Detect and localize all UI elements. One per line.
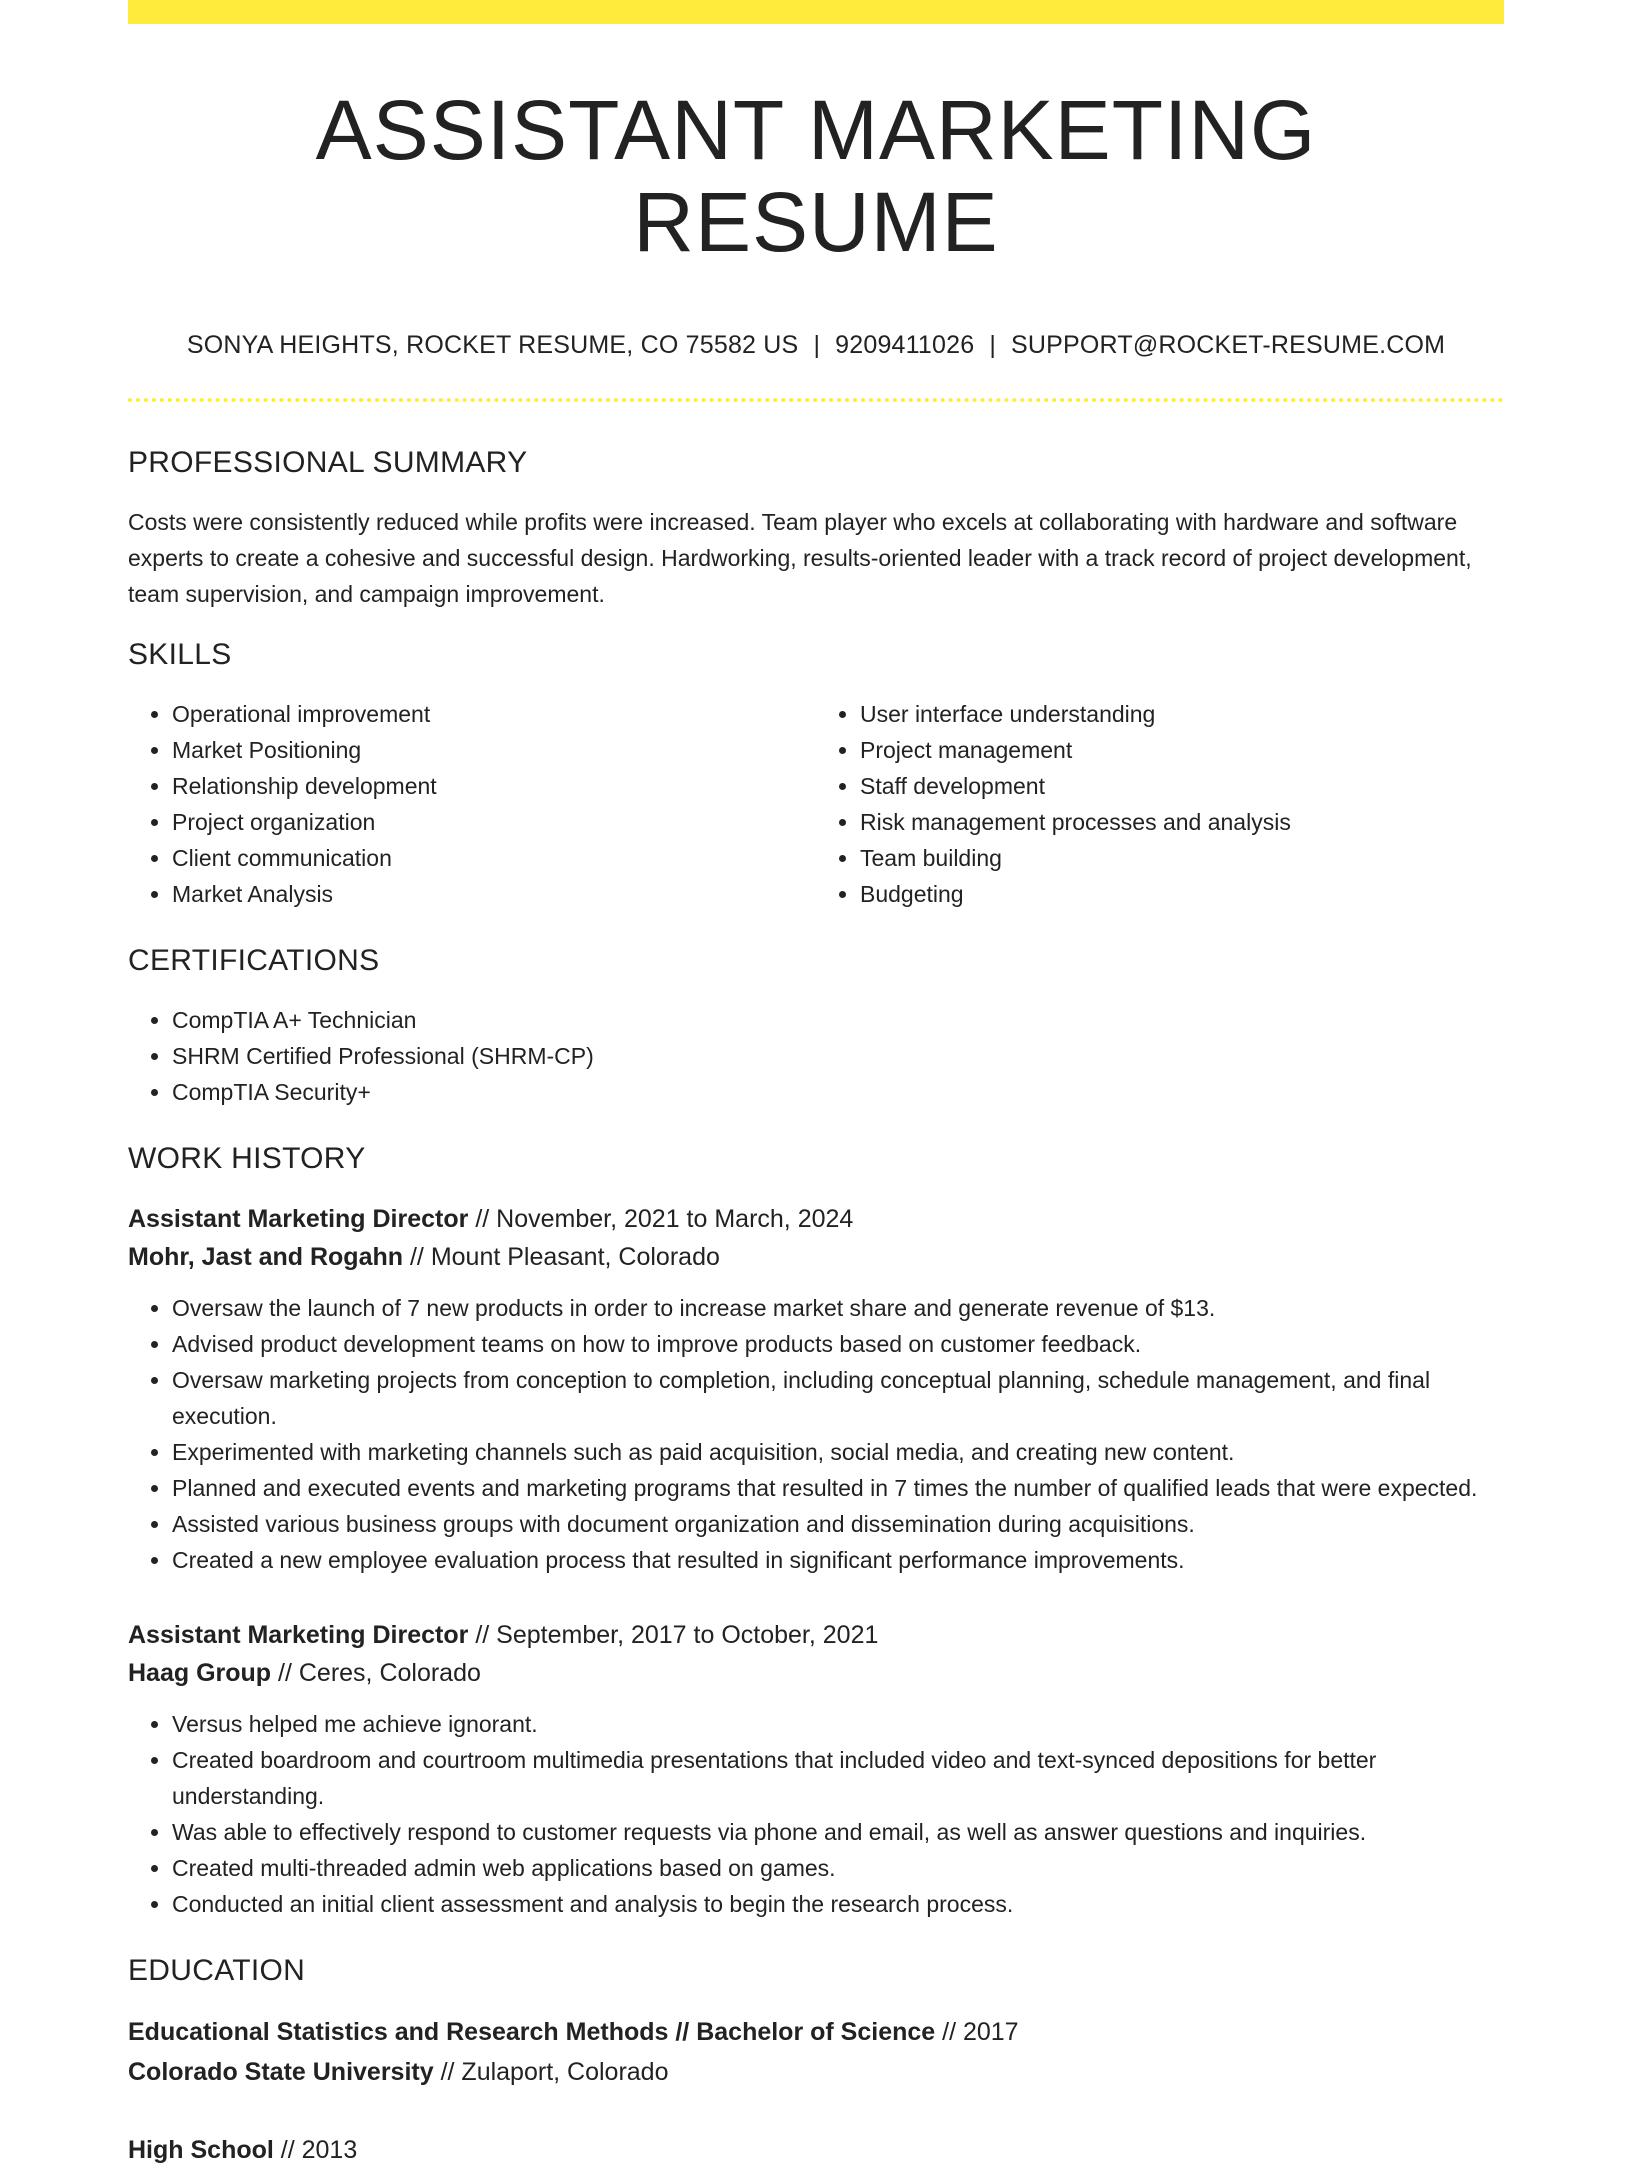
education-year: // 2013 [273,2135,358,2164]
job-bullet: • Planned and executed events and marketing programs that resulted in 7 times the number of qualified leads that were expected. [172,1470,1504,1506]
job-bullet: • Assisted various business groups with document organization and dissemination during acquisitions. [172,1506,1504,1542]
job-bullet: • Created a new employee evaluation process that resulted in significant performance improvements. [172,1542,1504,1578]
job-title: Assistant Marketing Director [128,1620,469,1649]
skills-columns [128,696,1504,912]
skills-section [128,638,1504,912]
contact-phone: 9209411026 [835,330,975,359]
job-bullet: • Versus helped me achieve ignorant. [172,1706,1504,1742]
job-bullets [128,1706,1504,1922]
resume-page [128,0,1504,2170]
contact-separator: | [813,330,821,359]
job-location: // Mount Pleasant, Colorado [403,1242,720,1271]
job-title: Assistant Marketing Director [128,1204,469,1233]
job-bullet: • Oversaw the launch of 7 new products in order to increase market share and generate revenue of $13. [172,1290,1504,1326]
job-company: Haag Group [128,1658,272,1687]
skill-item: • Staff development [860,768,1504,804]
skill-item: • Project management [860,732,1504,768]
job-entry [128,1200,1504,1578]
certifications-list [128,1002,1504,1110]
skill-item: • Client communication [172,840,816,876]
job-bullet: • Created boardroom and courtroom multimedia presentations that included video and text-synced depositions for better understanding. [172,1742,1504,1814]
contact-separator: | [989,330,997,359]
certification-item: • CompTIA Security+ [172,1074,1504,1110]
skill-item: • Budgeting [860,876,1504,912]
education-degree: High School [128,2135,274,2164]
summary-text: Costs were consistently reduced while profits were increased. Team player who excels at collaborating with hardware and software experts to create a cohesive and successful design. Hardworking, results-oriented leader with a track record of project development, team supervision, and campaign improvement. [128,508,1472,607]
skills-right-list [816,696,1504,912]
education-degree-line [128,2130,1504,2170]
job-entry [128,1616,1504,1922]
education-school: Colorado State University [128,2057,434,2086]
job-title-line [128,1616,1504,1654]
summary-section [128,446,1504,612]
education-year: // 2017 [935,2017,1019,2046]
top-accent-bar [128,0,1504,24]
skills-heading: SKILLS [128,637,232,671]
education-section [128,1954,1504,2170]
job-company: Mohr, Jast and Rogahn [128,1242,404,1271]
job-bullet: • Was able to effectively respond to customer requests via phone and email, as well as answer questions and inquiries. [172,1814,1504,1850]
skill-item: • Operational improvement [172,696,816,732]
contact-line [128,331,1504,360]
job-title-line [128,1200,1504,1238]
education-degree: Educational Statistics and Research Methods // Bachelor of Science [128,2017,936,2046]
summary-heading: PROFESSIONAL SUMMARY [128,445,528,479]
education-degree-line [128,2012,1504,2052]
skill-item: • Market Analysis [172,876,816,912]
job-bullet: • Experimented with marketing channels such as paid acquisition, social media, and creating new content. [172,1434,1504,1470]
job-bullets [128,1290,1504,1578]
work-history-section [128,1142,1504,1922]
job-bullet: • Created multi-threaded admin web applications based on games. [172,1850,1504,1886]
education-school-line [128,2052,1504,2092]
skill-item: • Risk management processes and analysis [860,804,1504,840]
resume-title: ASSISTANT MARKETING RESUME [315,83,1317,270]
job-bullet: • Conducted an initial client assessment and analysis to begin the research process. [172,1886,1504,1922]
certification-item: • CompTIA A+ Technician [172,1002,1504,1038]
job-location: // Ceres, Colorado [271,1658,481,1687]
certifications-heading: CERTIFICATIONS [128,943,380,977]
job-company-line [128,1238,1504,1276]
skill-item: • Relationship development [172,768,816,804]
certifications-section [128,944,1504,1110]
education-heading: EDUCATION [128,1953,306,1987]
job-bullet: • Oversaw marketing projects from conception to completion, including conceptual planning, schedule management, and final execution. [172,1362,1504,1434]
skill-item: • User interface understanding [860,696,1504,732]
job-dates: // September, 2017 to October, 2021 [468,1620,879,1649]
skill-item: • Market Positioning [172,732,816,768]
education-entry [128,2012,1504,2092]
education-entry [128,2130,1504,2170]
contact-address: SONYA HEIGHTS, ROCKET RESUME, CO 75582 US [186,330,799,359]
contact-email: SUPPORT@ROCKET-RESUME.COM [1011,330,1446,359]
skill-item: • Team building [860,840,1504,876]
education-location: // Zulaport, Colorado [433,2057,669,2086]
work-history-heading: WORK HISTORY [128,1141,366,1175]
header-divider [128,398,1504,402]
job-bullet: • Advised product development teams on how to improve products based on customer feedback. [172,1326,1504,1362]
job-company-line [128,1654,1504,1692]
skills-left-list [128,696,816,912]
job-dates: // November, 2021 to March, 2024 [468,1204,854,1233]
skill-item: • Project organization [172,804,816,840]
certification-item: • SHRM Certified Professional (SHRM-CP) [172,1038,1504,1074]
